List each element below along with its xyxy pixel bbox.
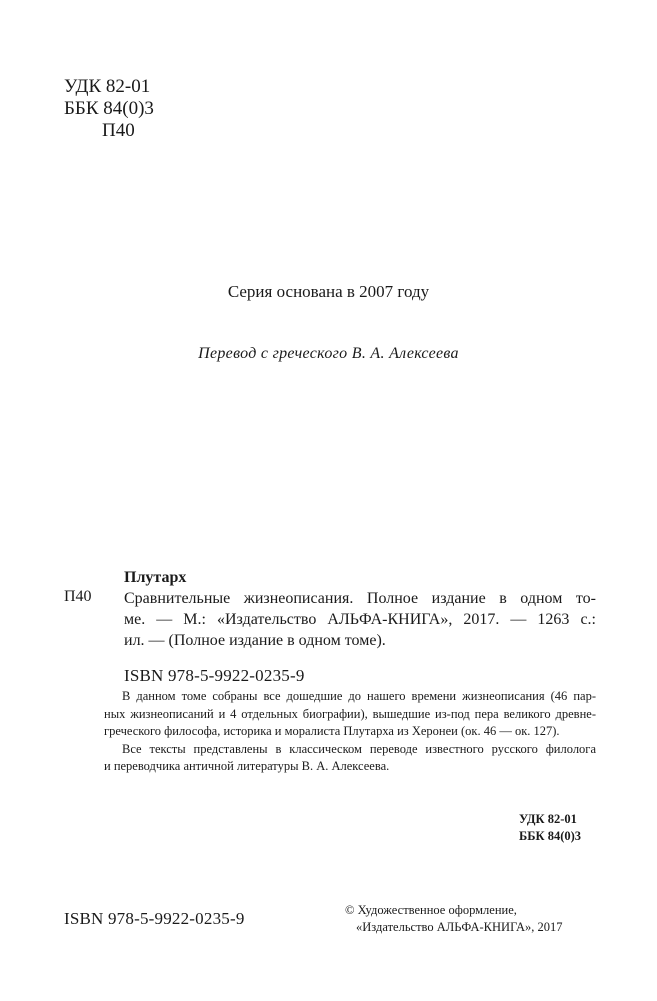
author-mark: П40 <box>102 120 135 141</box>
catalog-classification-codes <box>519 811 581 845</box>
catalog-udk-code: УДК 82-01 <box>519 812 577 826</box>
abstract-line: Все тексты представлены в классическом переводе известного русского филолога <box>122 741 596 756</box>
copyright-line: «Издательство АЛЬФА-КНИГА», 2017 <box>356 920 563 934</box>
udk-code: УДК 82-01 <box>64 76 151 97</box>
top-classification-codes <box>64 76 154 142</box>
catalog-description <box>124 588 596 651</box>
description-line: ил. — (Полное издание в одном томе). <box>124 632 386 649</box>
catalog-isbn: ISBN 978-5-9922-0235-9 <box>124 666 305 685</box>
catalog-abstract <box>104 688 596 776</box>
copyright-line: © Художественное оформление, <box>345 903 517 917</box>
bbk-code: ББК 84(0)3 <box>64 98 154 119</box>
abstract-line: и переводчика античной литературы В. А. Алексеева. <box>104 759 390 773</box>
copyright-notice <box>345 902 562 936</box>
abstract-line: ных жизнеописаний и 4 отдельных биографии), вышедшие из-под пера великого древне- <box>104 706 596 721</box>
description-line: Сравнительные жизнеописания. Полное издание в одном то- <box>124 590 596 607</box>
series-note: Серия основана в 2007 году <box>227 282 430 301</box>
abstract-line: греческого философа, историка и моралиста Плутарха из Херонеи (ок. 46 — ок. 127). <box>104 724 560 738</box>
translation-note: Перевод с греческого В. А. Алексеева <box>198 345 459 362</box>
description-line: ме. — М.: «Издательство АЛЬФА-КНИГА», 2017. — 1263 с.: <box>124 611 596 628</box>
catalog-author-mark: П40 <box>64 588 92 605</box>
catalog-bbk-code: ББК 84(0)3 <box>519 829 582 843</box>
catalog-author: Плутарх <box>124 569 187 586</box>
abstract-line: В данном томе собраны все дошедшие до нашего времени жизнеописания (46 пар- <box>122 689 596 703</box>
footer-isbn: ISBN 978-5-9922-0235-9 <box>64 909 245 928</box>
